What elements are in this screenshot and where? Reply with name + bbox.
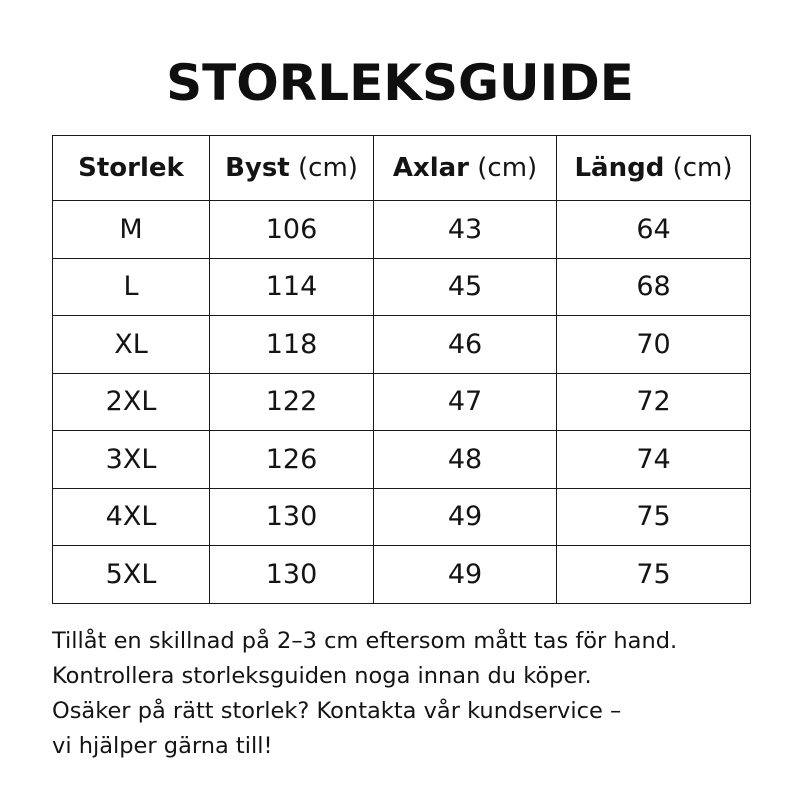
header-size: Storlek	[53, 136, 210, 201]
cell-shoulders: 48	[374, 431, 557, 489]
header-shoulders: Axlar (cm)	[374, 136, 557, 201]
table-row	[53, 258, 751, 316]
page-title: STORLEKSGUIDE	[166, 54, 634, 112]
note-line: vi hjälper gärna till!	[52, 733, 273, 759]
table-row	[53, 546, 751, 604]
table-row	[53, 431, 751, 489]
cell-bust: 126	[210, 431, 374, 489]
header-length: Längd (cm)	[557, 136, 751, 201]
cell-size: 2XL	[53, 373, 210, 431]
cell-length: 74	[557, 431, 751, 489]
cell-shoulders: 49	[374, 488, 557, 546]
cell-shoulders: 43	[374, 201, 557, 259]
cell-length: 75	[557, 546, 751, 604]
cell-size: 4XL	[53, 488, 210, 546]
table-row	[53, 316, 751, 374]
cell-shoulders: 45	[374, 258, 557, 316]
cell-size: L	[53, 258, 210, 316]
cell-size: XL	[53, 316, 210, 374]
cell-bust: 106	[210, 201, 374, 259]
note-line: Tillåt en skillnad på 2–3 cm eftersom mått tas för hand.	[52, 628, 678, 654]
cell-shoulders: 47	[374, 373, 557, 431]
cell-bust: 122	[210, 373, 374, 431]
cell-bust: 130	[210, 546, 374, 604]
header-bust: Byst (cm)	[210, 136, 374, 201]
cell-size: M	[53, 201, 210, 259]
cell-bust: 114	[210, 258, 374, 316]
cell-length: 64	[557, 201, 751, 259]
size-table	[52, 135, 751, 604]
size-note	[52, 624, 772, 764]
cell-length: 72	[557, 373, 751, 431]
cell-size: 5XL	[53, 546, 210, 604]
cell-shoulders: 49	[374, 546, 557, 604]
table-row	[53, 488, 751, 546]
table-header-row	[53, 136, 751, 201]
note-line: Osäker på rätt storlek? Kontakta vår kundservice –	[52, 698, 622, 724]
cell-length: 75	[557, 488, 751, 546]
cell-length: 68	[557, 258, 751, 316]
cell-bust: 118	[210, 316, 374, 374]
cell-shoulders: 46	[374, 316, 557, 374]
cell-length: 70	[557, 316, 751, 374]
table-row	[53, 201, 751, 259]
note-line: Kontrollera storleksguiden noga innan du köper.	[52, 663, 592, 689]
cell-bust: 130	[210, 488, 374, 546]
cell-size: 3XL	[53, 431, 210, 489]
table-row	[53, 373, 751, 431]
